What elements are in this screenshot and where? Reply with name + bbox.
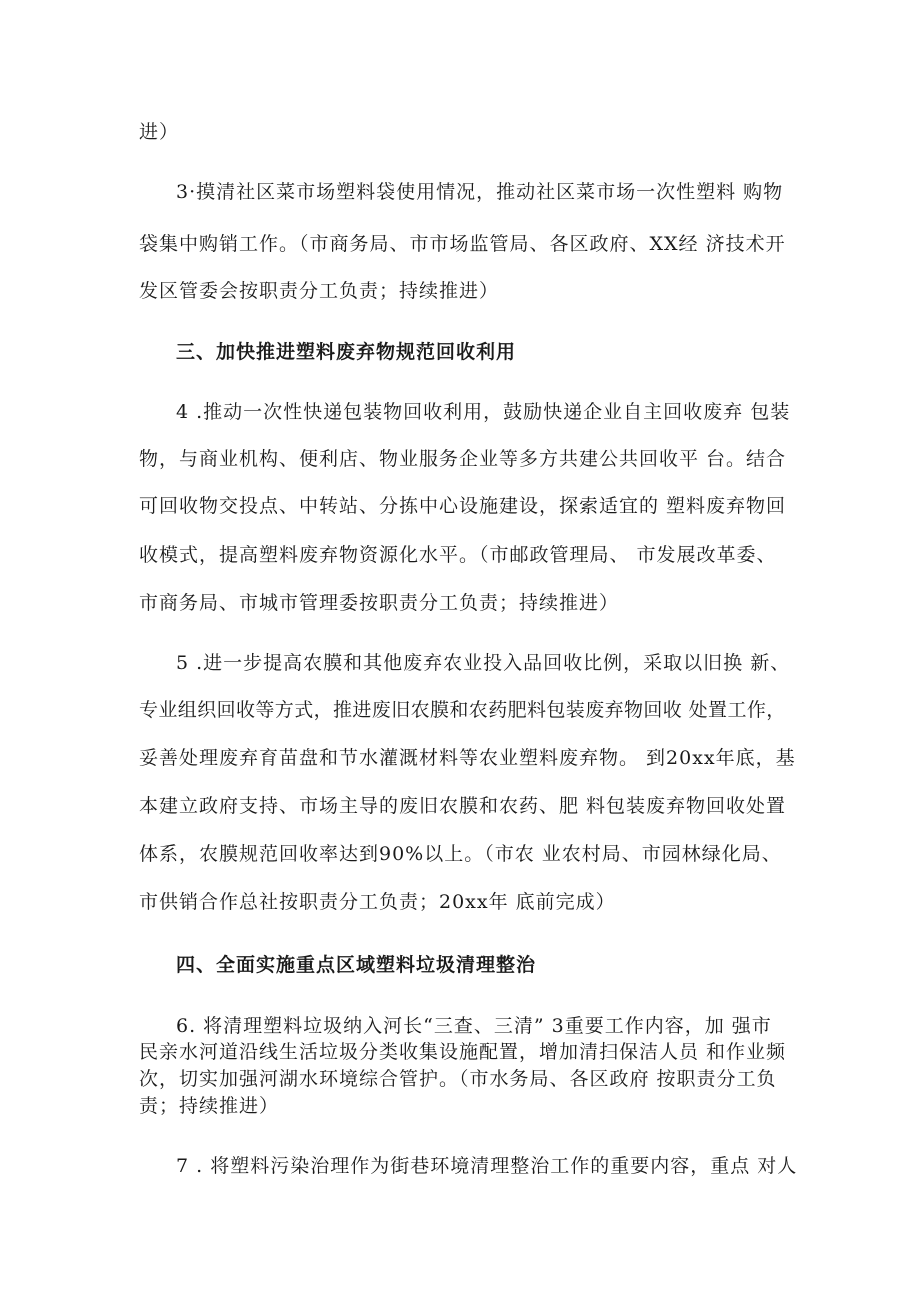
text-line: 进） [139, 121, 180, 143]
paragraph-5-line: 专业组织回收等方式，推进废旧农膜和农药肥料包装废弃物回收 处置工作， [139, 699, 786, 721]
paragraph-5-line: 市供销合作总社按职责分工负责；20xx年 底前完成） [139, 891, 616, 913]
paragraph-4-line: 物，与商业机构、便利店、物业服务企业等多方共建公共回收平 台。结合 [139, 448, 787, 470]
paragraph-6-line: 次，切实加强河湖水环境综合管护。（市水务局、各区政府 按职责分工负 [139, 1068, 777, 1090]
paragraph-3-line: 发区管委会按职责分工负责；持续推进） [139, 280, 500, 302]
paragraph-6-line: 民亲水河道沿线生活垃圾分类收集设施配置，增加清扫保洁人员 和作业频 [139, 1041, 787, 1063]
paragraph-5-line: 本建立政府支持、市场主导的废旧农膜和农药、肥 料包装废弃物回收处置 [139, 795, 787, 817]
section-heading-3: 三、加快推进塑料废弃物规范回收利用 [176, 341, 517, 363]
paragraph-6-line: 6. 将清理塑料垃圾纳入河长“三查、三清” 3重要工作内容，加 强市 [176, 1015, 772, 1037]
paragraph-7-line: 7 . 将塑料污染治理作为街巷环境清理整治工作的重要内容，重点 对人 [176, 1155, 798, 1177]
section-heading-4: 四、全面实施重点区域塑料垃圾清理整治 [176, 954, 537, 976]
paragraph-5-line: 体系，农膜规范回收率达到90%以上。（市农 业农村局、市园林绿化局、 [139, 843, 782, 865]
paragraph-6-line: 责；持续推进） [139, 1095, 280, 1117]
paragraph-5-line: 5 .进一步提高农膜和其他废弃农业投入品回收比例，采取以旧换 新、 [176, 652, 791, 674]
paragraph-3-line: 袋集中购销工作。（市商务局、市市场监管局、各区政府、XX经 济技术开 [139, 233, 786, 255]
paragraph-4-line: 市商务局、市城市管理委按职责分工负责；持续推进） [139, 592, 620, 614]
paragraph-3-line: 3·摸清社区菜市场塑料袋使用情况，推动社区菜市场一次性塑料 购物 [176, 181, 784, 203]
paragraph-5-line: 妥善处理废弃育苗盘和节水灌溉材料等农业塑料废弃物。 到20xx年底，基 [139, 747, 796, 769]
paragraph-4-line: 可回收物交投点、中转站、分拣中心设施建设，探索适宜的 塑料废弃物回 [139, 495, 787, 517]
paragraph-4-line: 收模式，提高塑料废弃物资源化水平。（市邮政管理局、 市发展改革委、 [139, 544, 777, 566]
paragraph-4-line: 4 .推动一次性快递包装物回收利用，鼓励快递企业自主回收废弃 包装 [176, 401, 791, 423]
